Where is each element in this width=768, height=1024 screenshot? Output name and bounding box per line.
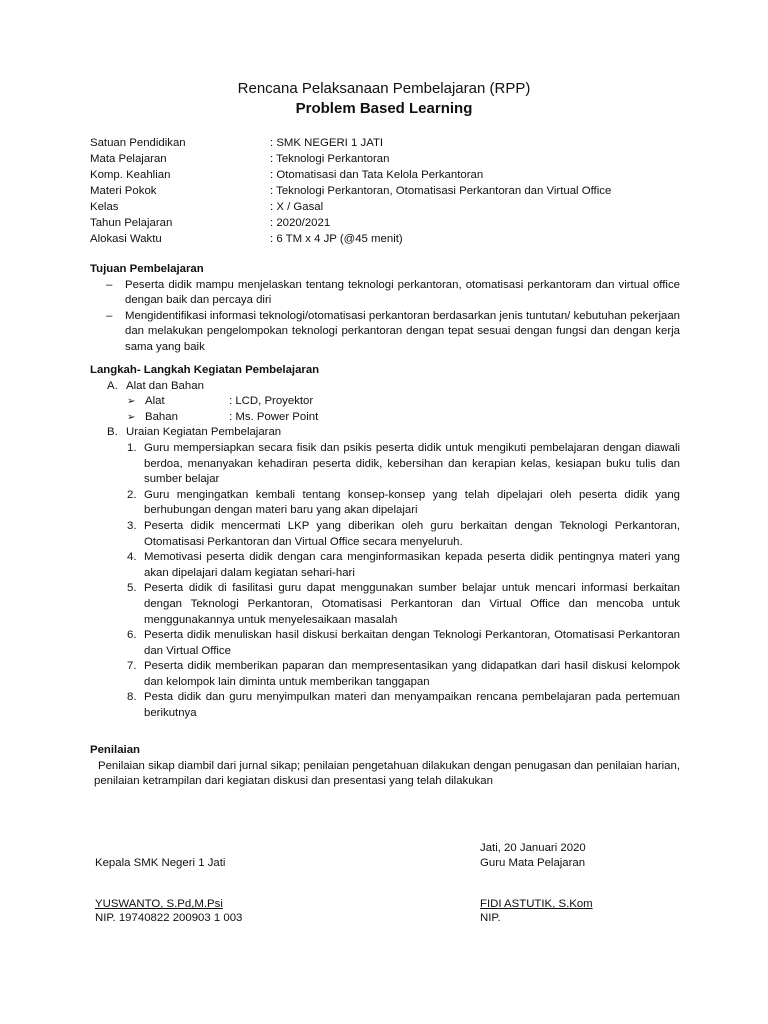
identity-label: Komp. Keahlian	[90, 169, 171, 181]
step-item	[90, 519, 680, 550]
right-signer-name: FIDI ASTUTIK, S.Kom	[480, 898, 593, 910]
step-item	[90, 550, 680, 581]
identity-value: : Teknologi Perkantoran, Otomatisasi Perkantoran dan Virtual Office	[270, 185, 612, 197]
tool-item	[90, 410, 680, 426]
dash-marker: –	[106, 278, 113, 291]
step-item	[90, 581, 680, 628]
step-number: 3.	[127, 519, 137, 532]
arrow-bullet-icon: ➢	[127, 411, 136, 423]
step-text: Guru mempersiapkan secara fisik dan psikis peserta didik untuk mengikuti pembelajaran dengan diawali berdoa, menanyakan kehadiran peserta didik, kebersihan dan kerapian kelas, kesiapan buku tulis dan sumber belajar	[144, 441, 680, 486]
step-item	[90, 441, 680, 488]
identity-row	[90, 184, 690, 200]
identity-value: : 6 TM x 4 JP (@45 menit)	[270, 233, 403, 245]
tujuan-item	[90, 309, 680, 356]
tool-value: : LCD, Proyektor	[229, 395, 314, 408]
identity-row	[90, 168, 690, 184]
tool-item	[90, 394, 680, 410]
tool-name: Bahan	[145, 410, 178, 423]
left-signer-nip: NIP. 19740822 200903 1 003	[95, 912, 243, 924]
uraian-item	[90, 425, 680, 441]
identity-value: : SMK NEGERI 1 JATI	[270, 137, 384, 149]
identity-row	[90, 152, 690, 168]
tool-name: Alat	[145, 395, 165, 408]
document-title: Rencana Pelaksanaan Pembelajaran (RPP)	[237, 80, 531, 97]
tujuan-heading: Tujuan Pembelajaran	[90, 263, 204, 275]
step-number: 1.	[127, 441, 137, 454]
identity-row	[90, 216, 690, 232]
step-text: Peserta didik menuliskan hasil diskusi berkaitan dengan Teknologi Perkantoran, Otomatisasi Perkantoran dan Virtual Office	[144, 629, 680, 657]
step-number: 4.	[127, 551, 137, 564]
right-signer-nip: NIP.	[480, 912, 501, 924]
uraian-label: Uraian Kegiatan Pembelajaran	[126, 426, 282, 439]
alat-bahan-label: Alat dan Bahan	[126, 379, 204, 392]
right-signer-role: Guru Mata Pelajaran	[480, 857, 586, 869]
penilaian-text: Penilaian sikap diambil dari jurnal sikap; penilaian pengetahuan dilakukan dengan penugasan dan penilaian harian, penilaian ketrampilan dari kegiatan diskusi dan presentasi yang telah dilakukan	[94, 759, 680, 788]
step-item	[90, 659, 680, 690]
step-number: 5.	[127, 582, 137, 595]
identity-row	[90, 232, 690, 248]
left-signer-name: YUSWANTO, S.Pd,M.Psi	[95, 898, 223, 910]
tujuan-item-text: Mengidentifikasi informasi teknologi/otomatisasi perkantoran berdasarkan jenis tuntutan/ kebutuhan pekerjaan dan melakukan pengelompokan teknologi perkantoran dengan tepat sesuai dengan fungsi dan dengan kerja sama yang baik	[125, 309, 680, 353]
step-number: 2.	[127, 488, 137, 501]
identity-value: : Otomatisasi dan Tata Kelola Perkantoran	[270, 169, 484, 181]
document-subtitle: Problem Based Learning	[295, 100, 473, 117]
tujuan-item-text: Peserta didik mampu menjelaskan tentang teknologi perkantoran, otomatisasi perkantoram dan virtual office dengan baik dan percaya diri	[125, 278, 680, 307]
list-marker: A.	[107, 379, 118, 392]
step-text: Peserta didik di fasilitasi guru dapat menggunakan sumber belajar untuk mencari informasi berkaitan dengan Teknologi Perkantoran, Otomatisasi Perkantoran dan Virtual Office dan mencoba untuk menggunakannya untuk menyelesaikaan masalah	[144, 582, 680, 626]
step-item	[90, 488, 680, 519]
step-number: 6.	[127, 629, 137, 642]
dash-marker: –	[106, 309, 113, 322]
tujuan-section	[90, 262, 680, 356]
step-text: Memotivasi peserta didik dengan cara menginformasikan kepada peserta didik pentingnya materi yang akan dipelajari dalam kegiatan sehari-hari	[144, 551, 680, 579]
penilaian-heading: Penilaian	[90, 744, 141, 756]
identity-label: Alokasi Waktu	[90, 233, 162, 245]
step-number: 8.	[127, 691, 137, 704]
identity-value: : 2020/2021	[270, 217, 331, 229]
step-text: Peserta didik memberikan paparan dan mempresentasikan yang didapatkan dari hasil diskusi kelompok dan kelompok lain diminta untuk memberikan tanggapan	[144, 660, 680, 688]
arrow-bullet-icon: ➢	[127, 396, 136, 408]
penilaian-section	[90, 743, 680, 790]
identity-label: Satuan Pendidikan	[90, 137, 186, 149]
step-text: Peserta didik mencermati LKP yang diberikan oleh guru berkaitan dengan Teknologi Perkantoran, Otomatisasi Perkantoran dan Virtual Office secara menyeluruh.	[144, 519, 680, 548]
step-item	[90, 690, 680, 721]
identity-label: Mata Pelajaran	[90, 153, 167, 165]
step-text: Pesta didik dan guru menyimpulkan materi dan menyampaikan rencana pembelajaran pada pertemuan berikutnya	[144, 691, 680, 720]
langkah-heading: Langkah- Langkah Kegiatan Pembelajaran	[90, 364, 320, 376]
tujuan-item	[90, 278, 680, 309]
langkah-section	[90, 363, 680, 722]
step-text: Guru mengingatkan kembali tentang konsep-konsep yang telah dipelajari oleh peserta didik yang berhubungan dengan materi baru yang akan dipelajari	[144, 488, 680, 517]
identity-row	[90, 136, 690, 152]
identity-label: Tahun Pelajaran	[90, 217, 173, 229]
tool-value: : Ms. Power Point	[229, 410, 319, 423]
signature-date: Jati, 20 Januari 2020	[480, 842, 586, 854]
step-item	[90, 628, 680, 659]
alat-bahan-item	[90, 379, 680, 395]
step-number: 7.	[127, 660, 137, 673]
identity-row	[90, 200, 690, 216]
identity-label: Kelas	[90, 201, 119, 213]
left-signer-role: Kepala SMK Negeri 1 Jati	[95, 857, 226, 869]
list-marker: B.	[107, 426, 118, 439]
identity-value: : X / Gasal	[270, 201, 324, 213]
identity-value: : Teknologi Perkantoran	[270, 153, 390, 165]
identity-label: Materi Pokok	[90, 185, 157, 197]
identity-table	[90, 136, 690, 248]
